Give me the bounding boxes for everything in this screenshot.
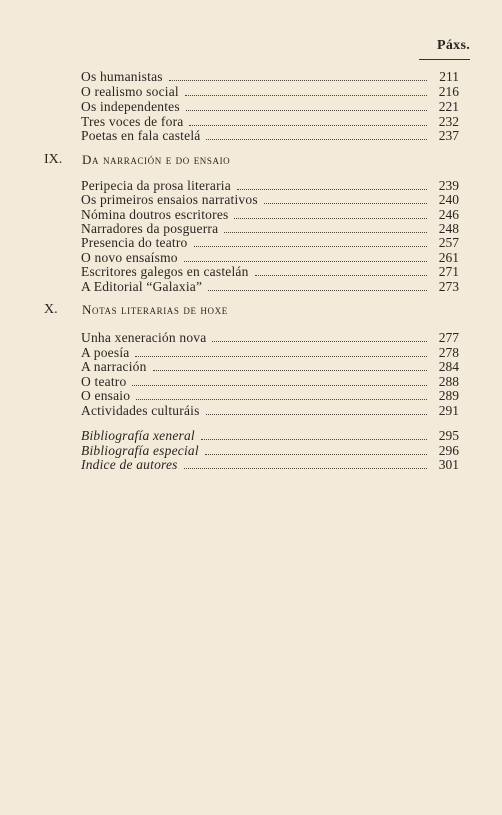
dot-leader [132, 385, 427, 386]
entry-title: O teatro [81, 374, 127, 389]
entry-title: Os humanistas [81, 69, 163, 84]
toc-entry [81, 404, 459, 418]
dot-leader [255, 275, 427, 276]
dot-leader [206, 414, 427, 415]
toc-entry [81, 251, 459, 265]
entry-title: Tres voces de fora [81, 114, 184, 129]
pages-column-header: Páxs. [437, 38, 470, 53]
entry-title: O realismo social [81, 84, 179, 99]
entry-title: Actividades culturáis [81, 403, 200, 418]
dot-leader [208, 290, 427, 291]
toc-entry [81, 375, 459, 389]
entry-page-number: 289 [438, 388, 459, 403]
dot-leader [212, 341, 427, 342]
dot-leader [237, 189, 427, 190]
entry-page-number: 237 [438, 128, 459, 143]
entry-page-number: 273 [438, 279, 459, 294]
dot-leader [194, 246, 427, 247]
toc-entry [81, 115, 459, 129]
entry-page-number: 211 [439, 69, 459, 84]
entry-title: Presencia do teatro [81, 235, 188, 250]
entry-title: Peripecia da prosa literaria [81, 178, 231, 193]
entry-page-number: 216 [438, 84, 459, 99]
dot-leader [206, 139, 427, 140]
entry-page-number: 239 [438, 178, 459, 193]
dot-leader [153, 370, 427, 371]
dot-leader [135, 356, 427, 357]
dot-leader [234, 218, 427, 219]
toc-entry [81, 280, 459, 294]
dot-leader [186, 110, 427, 111]
entry-page-number: 301 [438, 457, 459, 472]
toc-entry [81, 429, 459, 443]
entry-title: Poetas en fala castelá [81, 128, 201, 143]
toc-entry [81, 360, 459, 374]
entry-title: A narración [81, 359, 147, 374]
entry-title: Nómina doutros escritores [81, 207, 229, 222]
dot-leader [184, 261, 427, 262]
entry-title: Indice de autores [81, 457, 178, 472]
entry-page-number: 295 [438, 428, 459, 443]
section-heading [44, 302, 444, 318]
dot-leader [169, 80, 427, 81]
entry-title: A poesía [81, 345, 130, 360]
toc-entry [81, 208, 459, 222]
dot-leader [201, 439, 427, 440]
toc-entry [81, 179, 459, 193]
toc-entry [81, 444, 459, 458]
entry-page-number: 288 [438, 374, 459, 389]
toc-entry [81, 129, 459, 143]
toc-entry [81, 265, 459, 279]
entry-page-number: 291 [438, 403, 459, 418]
toc-entry [81, 236, 459, 250]
dot-leader [185, 95, 427, 96]
toc-entry [81, 193, 459, 207]
dot-leader [224, 232, 427, 233]
entry-page-number: 271 [438, 264, 459, 279]
entry-title: Bibliografía especial [81, 443, 199, 458]
entry-page-number: 277 [438, 330, 459, 345]
entry-page-number: 221 [438, 99, 459, 114]
toc-entry [81, 100, 459, 114]
toc-entry [81, 458, 459, 472]
dot-leader [189, 125, 427, 126]
section-number: X. [44, 302, 58, 317]
entry-page-number: 240 [438, 192, 459, 207]
dot-leader [184, 468, 427, 469]
toc-entry [81, 85, 459, 99]
entry-title: Narradores da posguerra [81, 221, 219, 236]
dot-leader [264, 203, 427, 204]
entry-page-number: 278 [438, 345, 459, 360]
toc-entry [81, 389, 459, 403]
header-rule [419, 59, 470, 60]
entry-title: Escritores galegos en castelán [81, 264, 249, 279]
entry-page-number: 284 [438, 359, 459, 374]
toc-entry [81, 222, 459, 236]
entry-page-number: 257 [438, 235, 459, 250]
toc-entry [81, 331, 459, 345]
entry-page-number: 296 [438, 443, 459, 458]
entry-title: A Editorial “Galaxia” [81, 279, 203, 294]
section-title: Notas literarias de hoxe [82, 302, 228, 317]
entry-title: Unha xeneración nova [81, 330, 207, 345]
entry-page-number: 248 [438, 221, 459, 236]
dot-leader [136, 399, 427, 400]
entry-title: Os primeiros ensaios narrativos [81, 192, 258, 207]
section-heading [44, 152, 444, 168]
toc-entry [81, 70, 459, 84]
entry-title: O novo ensaísmo [81, 250, 178, 265]
entry-page-number: 246 [438, 207, 459, 222]
entry-page-number: 232 [438, 114, 459, 129]
entry-page-number: 261 [438, 250, 459, 265]
dot-leader [205, 454, 427, 455]
entry-title: Bibliografía xeneral [81, 428, 195, 443]
entry-title: O ensaio [81, 388, 131, 403]
toc-entry [81, 346, 459, 360]
entry-title: Os independentes [81, 99, 180, 114]
section-title: Da narración e do ensaio [82, 152, 231, 167]
section-number: IX. [44, 152, 63, 167]
